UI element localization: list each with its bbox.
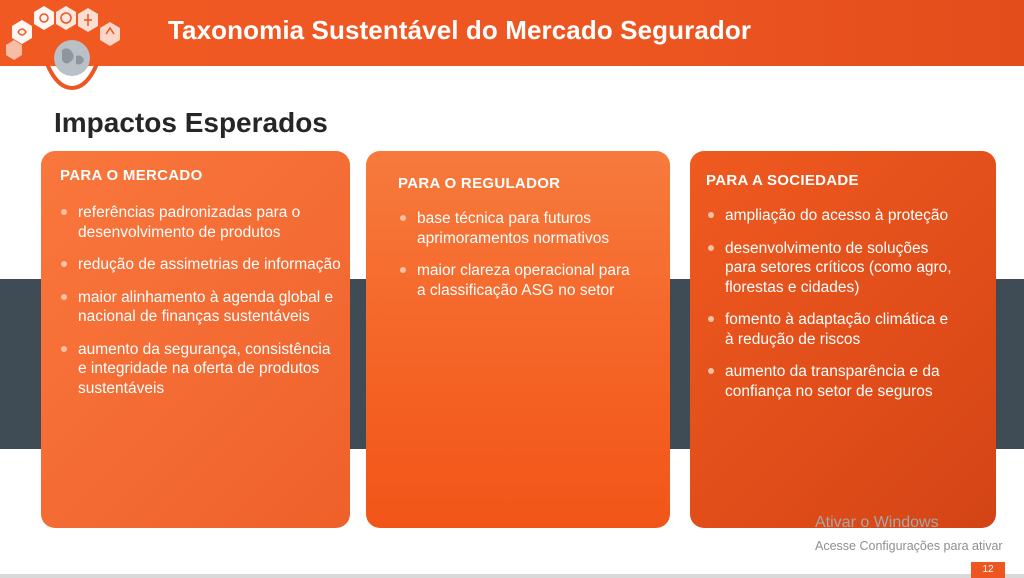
- list-item: aumento da segurança, consistência e integridade na oferta de produtos sustentáveis: [61, 340, 341, 399]
- bullet-icon: [400, 215, 406, 221]
- hexagon-icon: [56, 6, 76, 30]
- hexagon-icon: [12, 20, 32, 44]
- list-item: redução de assimetrias de informação: [61, 255, 341, 275]
- card-society: [690, 151, 996, 528]
- card-list: [61, 203, 341, 411]
- card-heading: PARA O REGULADOR: [398, 175, 561, 192]
- list-item: maior alinhamento à agenda global e nacional de finanças sustentáveis: [61, 288, 341, 327]
- card-list: [708, 206, 952, 414]
- hexagon-icon: [6, 40, 22, 60]
- page-title: Taxonomia Sustentável do Mercado Segurador: [168, 15, 752, 45]
- bullet-icon: [61, 346, 67, 352]
- list-item: aumento da transparência e da confiança no setor de seguros: [708, 362, 952, 401]
- header-bar: [0, 0, 1024, 66]
- insurance-taxonomy-logo: [0, 0, 140, 92]
- list-item: fomento à adaptação climática e à redução de riscos: [708, 310, 952, 349]
- activation-watermark-title: Ativar o Windows: [815, 514, 939, 531]
- list-item: referências padronizadas para o desenvolvimento de produtos: [61, 203, 341, 242]
- bullet-icon: [61, 209, 67, 215]
- page-number: 12: [971, 562, 1005, 578]
- activation-watermark-subtitle: Acesse Configurações para ativar: [815, 539, 1003, 553]
- bullet-icon: [708, 316, 714, 322]
- bullet-icon: [708, 245, 714, 251]
- list-item: maior clareza operacional para a classificação ASG no setor: [400, 261, 640, 300]
- list-item: desenvolvimento de soluções para setores críticos (como agro, florestas e cidades): [708, 239, 952, 298]
- card-market: [41, 151, 350, 528]
- footer-bar: [0, 574, 1024, 578]
- card-list: [400, 209, 640, 313]
- card-heading: PARA O MERCADO: [60, 167, 203, 184]
- bullet-icon: [708, 368, 714, 374]
- hexagon-icon: [34, 6, 54, 30]
- list-item: ampliação do acesso à proteção: [708, 206, 952, 226]
- bullet-icon: [61, 261, 67, 267]
- hexagon-icon: [100, 22, 120, 46]
- section-title: Impactos Esperados: [54, 107, 328, 138]
- card-heading: PARA A SOCIEDADE: [706, 172, 859, 189]
- card-regulator: [366, 151, 670, 528]
- bullet-icon: [400, 267, 406, 273]
- list-item: base técnica para futuros aprimoramentos normativos: [400, 209, 640, 248]
- bullet-icon: [61, 294, 67, 300]
- bullet-icon: [708, 212, 714, 218]
